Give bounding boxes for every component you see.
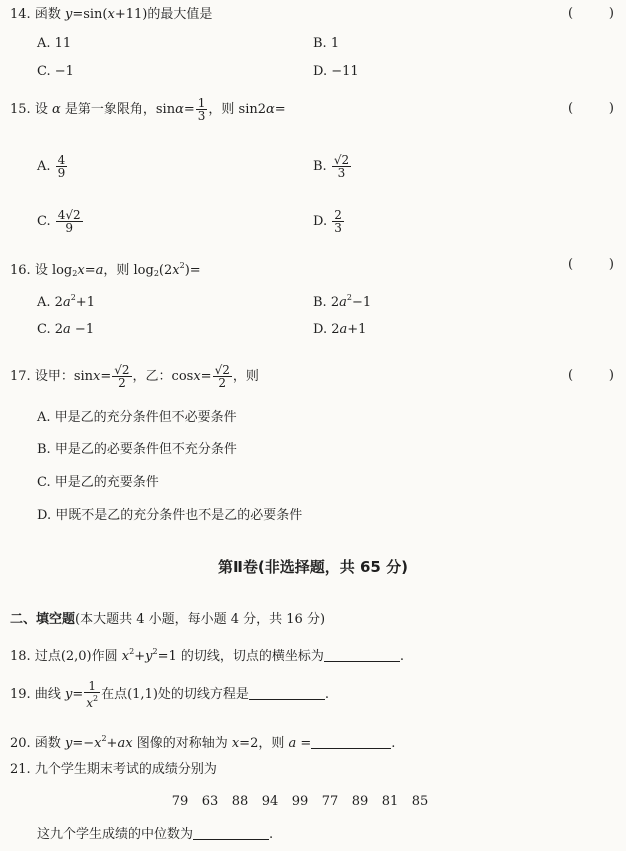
q14-option-d: D. −11 [313,64,359,79]
question-text: 设甲：sin [34,369,94,384]
var-x: x [172,263,180,278]
question-17 [10,360,259,394]
score-value: 89 [351,794,369,809]
var-x: x [107,7,115,22]
period: . [269,827,274,842]
question-text: = [296,736,312,751]
q15-option-c [37,205,84,239]
question-20 [10,730,395,753]
bracket-open: ( [568,6,574,21]
question-text: 过点(2,0)作圆 [34,649,122,664]
question-text: 是第一象限角，sin [60,102,176,117]
question-number: 19. [10,687,35,702]
part2-title: 第Ⅱ卷(非选择题，共 65 分) [218,558,408,576]
exponent: 2 [101,734,107,743]
question-15 [10,94,286,126]
var-y: y [64,736,73,751]
fraction [112,364,131,389]
section-description: (本大题共 4 小题，每小题 4 分，共 16 分) [75,612,326,627]
question-number: 18. [10,649,35,664]
q17-option-a: A. 甲是乙的充分条件但不必要条件 [37,410,237,425]
score-value: 79 [171,794,189,809]
var-alpha: α [51,102,61,117]
option-label: A. [37,159,55,174]
score-list [165,793,435,811]
var-a: a [339,322,348,337]
question-text: ，则 sin2 [208,102,267,117]
numerator: 1 [197,96,206,110]
question-18 [10,643,404,666]
var-x: x [93,369,101,384]
var-x: x [125,736,133,751]
var-x: x [121,649,130,664]
q16-option-c [37,321,94,339]
question-number: 16. [10,263,35,278]
exponent: 2 [70,293,76,302]
q17-option-b: B. 甲是乙的必要条件但不充分条件 [37,442,237,457]
question-number: 21. [10,762,35,777]
median-prompt [37,825,273,844]
numerator: 4√2 [57,208,81,222]
question-text: = [200,369,212,384]
numerator: 2 [334,208,342,222]
q16-option-d [313,321,366,339]
question-text: (2 [158,263,173,278]
q15-option-d [313,205,345,239]
question-text: = [274,102,286,117]
score-value: 94 [261,794,279,809]
option-text: +1 [347,322,367,337]
fraction [56,209,83,234]
q17-option-c: C. 甲是乙的充要条件 [37,475,159,490]
answer-bracket [568,368,614,383]
var-alpha: α [175,102,184,117]
var-a: a [62,295,71,310]
question-text: + [134,649,146,664]
fraction [332,154,351,179]
q16-option-b [313,289,371,312]
fraction [213,364,232,389]
exponent: 2 [346,293,352,302]
question-text: =sin( [72,7,108,22]
score-value: 99 [291,794,309,809]
var-x: x [94,736,102,751]
denominator: 2 [118,376,126,390]
denominator: 9 [57,166,66,180]
option-text: D. 2 [313,322,340,337]
bracket-open: ( [568,368,574,383]
numerator: 1 [84,680,100,693]
question-number: 20. [10,736,35,751]
answer-blank[interactable] [249,685,325,700]
var-y: y [64,7,73,22]
question-text: 函数 [34,7,65,22]
question-text: = [100,369,112,384]
var-x: x [86,696,93,710]
score-value: 81 [381,794,399,809]
fraction [332,209,344,234]
question-21 [10,761,217,779]
question-text: ，则 [232,369,259,384]
option-text: −1 [70,322,95,337]
bracket-open: ( [568,257,574,272]
q14-option-b: B. 1 [313,36,340,51]
var-x: x [77,263,85,278]
q14-option-a: A. 11 [37,36,72,51]
bracket-open: ( [568,101,574,116]
question-text: + [106,736,118,751]
score-value: 77 [321,794,339,809]
var-a: a [288,736,297,751]
fraction [84,680,100,709]
question-text: = [183,102,195,117]
question-text: =− [72,736,95,751]
q14-option-c: C. −1 [37,64,74,79]
denominator: 3 [337,166,346,180]
var-x: x [231,736,240,751]
numerator: √2 [333,153,350,167]
question-text: 这九个学生成绩的中位数为 [37,827,194,842]
option-text: A. 2 [37,295,63,310]
option-text: C. 2 [37,322,64,337]
period: . [324,687,330,702]
question-text: ，则 log [103,263,154,278]
question-number: 15. [10,102,35,117]
section-title: 二、填空题 [10,612,76,627]
bracket-close: ) [608,257,614,272]
bracket-close: ) [608,368,614,383]
question-text: ，乙：cos [132,369,194,384]
var-a: a [339,295,347,310]
question-text: 九个学生期末考试的成绩分别为 [34,762,217,777]
exponent: 2 [152,647,158,656]
numerator: √2 [114,363,130,377]
var-y: y [64,687,73,702]
var-y: y [145,649,153,664]
answer-bracket [568,6,614,21]
var-x: x [193,369,201,384]
option-text: +1 [75,295,95,310]
exponent: 2 [179,261,185,270]
answer-bracket [568,101,614,116]
exponent: 2 [93,694,99,703]
question-number: 17. [10,369,35,384]
score-value: 63 [201,794,219,809]
numerator: √2 [214,363,230,377]
answer-blank[interactable] [193,825,269,840]
q15-option-b [313,150,352,184]
question-text: 设 log [34,263,73,278]
period: . [391,736,396,751]
question-16 [10,257,201,283]
q17-option-d: D. 甲既不是乙的充分条件也不是乙的必要条件 [37,508,303,523]
q16-option-a [37,289,95,312]
fraction [56,154,68,179]
option-label: C. [37,214,55,229]
denominator [84,693,100,709]
denominator: 2 [218,376,227,390]
bracket-close: ) [608,101,614,116]
answer-blank[interactable] [324,647,400,662]
var-alpha: α [266,102,275,117]
score-value: 88 [231,794,249,809]
score-value: 85 [411,794,429,809]
question-text: = [72,687,84,702]
log-base: 2 [72,269,78,278]
denominator: 3 [334,221,342,235]
var-a: a [117,736,126,751]
denominator: 3 [197,109,206,123]
question-text: 曲线 [34,687,65,702]
var-a: a [95,263,104,278]
question-19 [10,677,329,713]
question-text: 函数 [34,736,65,751]
exponent: 2 [129,647,135,656]
log-base: 2 [153,269,159,278]
question-text: +11)的最大值是 [114,7,213,22]
question-14 [10,6,212,24]
question-text: 设 [34,102,52,117]
option-text: B. 2 [313,295,340,310]
question-number: 14. [10,7,35,22]
option-label: B. [313,159,331,174]
question-text: =2，则 [239,736,289,751]
question-text: )= [184,263,201,278]
option-text: −1 [351,295,372,310]
question-text: 在点(1,1)处的切线方程是 [101,687,249,702]
answer-bracket [568,257,614,272]
denominator: 9 [65,221,74,235]
numerator: 4 [57,153,66,167]
var-a: a [63,322,71,337]
period: . [399,649,404,664]
bracket-close: ) [608,6,614,21]
answer-blank[interactable] [311,734,391,749]
question-text: = [84,263,96,278]
section-heading [10,611,325,629]
question-text: =1 的切线，切点的横坐标为 [157,649,324,664]
option-label: D. [313,214,332,229]
question-text: 图像的对称轴为 [132,736,232,751]
fraction [196,97,208,122]
q15-option-a [37,150,68,184]
